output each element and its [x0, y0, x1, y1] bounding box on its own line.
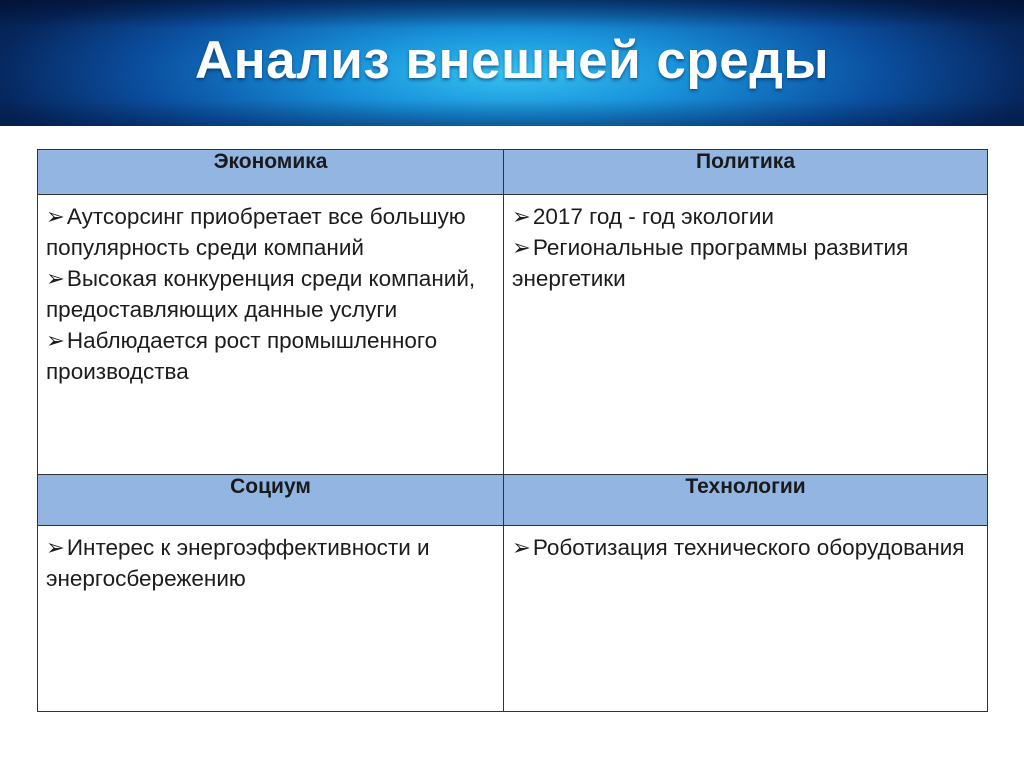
environment-analysis-table — [37, 149, 988, 712]
slide-title: Анализ внешней среды — [194, 31, 830, 90]
list-item: ➢Региональные программы развития энергетики — [512, 235, 909, 291]
politics-header: Политика — [504, 150, 988, 195]
arrow-bullet-icon: ➢ — [512, 204, 531, 229]
technology-header: Технологии — [504, 475, 988, 526]
arrow-bullet-icon: ➢ — [46, 266, 65, 291]
arrow-bullet-icon: ➢ — [512, 235, 531, 260]
arrow-bullet-icon: ➢ — [46, 328, 65, 353]
society-header: Социум — [38, 475, 504, 526]
list-item: ➢Наблюдается рост промышленного производства — [46, 328, 438, 384]
arrow-bullet-icon: ➢ — [512, 535, 531, 560]
list-item: ➢2017 год - год экологии — [512, 204, 774, 229]
title-banner — [0, 0, 1024, 126]
technology-cell — [504, 526, 988, 712]
list-item: ➢Аутсорсинг приобретает все большую популярность среди компаний — [46, 204, 466, 260]
list-item: ➢Интерес к энергоэффективности и энергосбережению — [46, 535, 430, 591]
politics-cell — [504, 195, 988, 475]
list-item: ➢Высокая конкуренция среди компаний, предоставляющих данные услуги — [46, 266, 476, 322]
arrow-bullet-icon: ➢ — [46, 535, 65, 560]
list-item: ➢Роботизация технического оборудования — [512, 535, 965, 560]
economy-cell — [38, 195, 504, 475]
economy-header: Экономика — [38, 150, 504, 195]
arrow-bullet-icon: ➢ — [46, 204, 65, 229]
society-cell — [38, 526, 504, 712]
